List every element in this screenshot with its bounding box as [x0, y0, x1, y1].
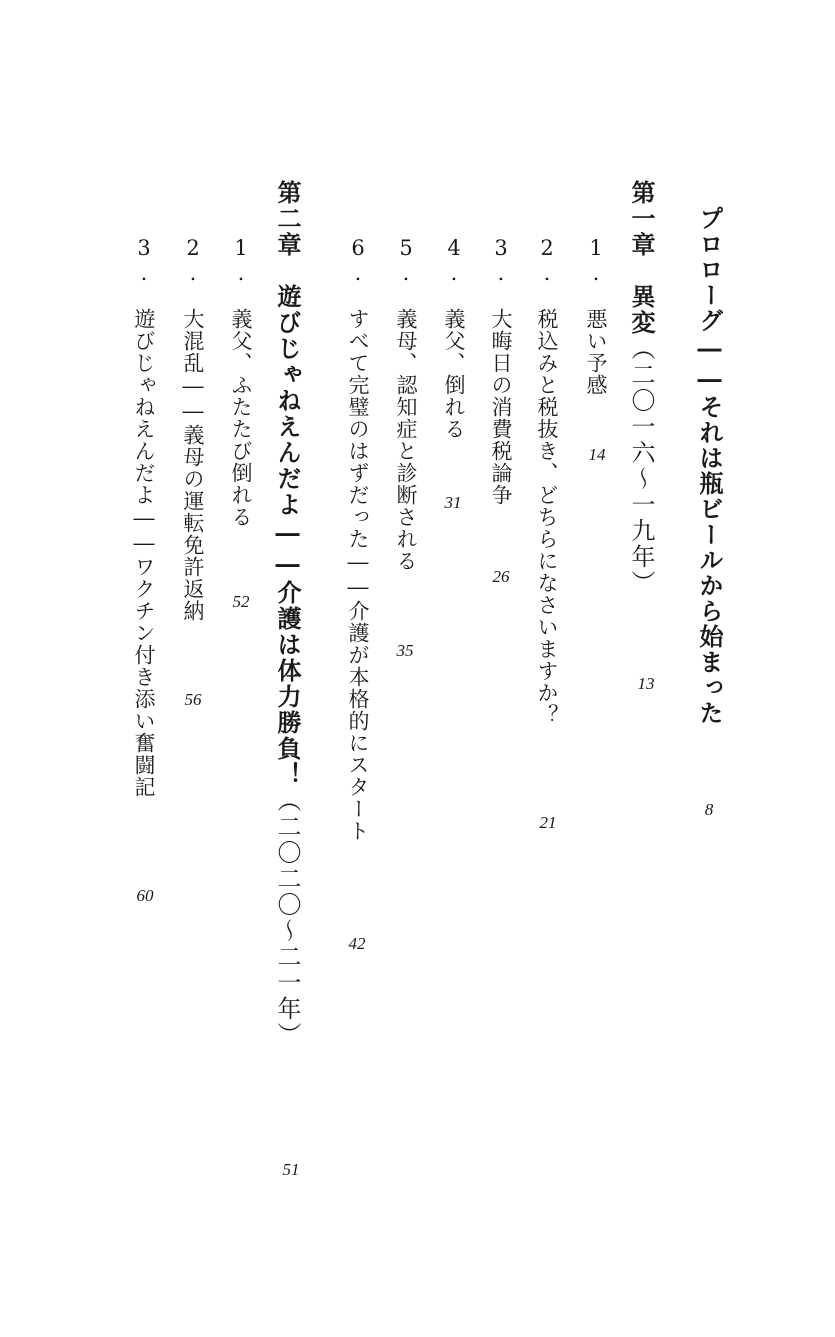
chapter2-item-3 [133, 236, 154, 798]
chapter1-item-2-title: 税込みと税抜き、どちらになさいますか？ [535, 308, 559, 726]
chapter2-heading [273, 180, 302, 1048]
chapter1-item-5-page: 35 [396, 641, 414, 660]
chapter2-page-number: 51 [282, 1160, 300, 1179]
prologue-title: プロローグ――それは瓶ビールから始まった [695, 206, 724, 726]
chapter2-item-3-title: 遊びじゃねえんだよ――ワクチン付き添い奮闘記 [132, 308, 156, 798]
chapter2-item-2-num: 2. [181, 236, 205, 286]
chapter1-item-3-num: 3. [489, 236, 513, 286]
chapter1-item-2 [536, 236, 557, 726]
chapter1-item-5-num: 5. [394, 236, 418, 286]
chapter1-heading [627, 180, 656, 596]
chapter1-item-1-num: 1. [584, 236, 608, 286]
chapter2-item-1-num: 1. [229, 236, 253, 286]
chapter1-item-4-page: 31 [444, 493, 462, 512]
chapter1-page-number: 13 [637, 674, 655, 693]
chapter1-item-3-title: 大晦日の消費税論争 [489, 308, 513, 506]
chapter1-item-6 [347, 236, 368, 842]
chapter1-title: 異変 [627, 284, 656, 336]
chapter1-label: 第一章 [627, 180, 656, 258]
chapter1-item-1 [585, 236, 606, 396]
chapter2-period: （二〇二〇～二一年） [273, 788, 301, 1048]
chapter1-item-5-title: 義母、認知症と診断される [394, 308, 418, 572]
chapter1-item-1-page: 14 [588, 445, 606, 464]
chapter2-item-2-title: 大混乱――義母の運転免許返納 [181, 308, 205, 622]
chapter2-item-2-page: 56 [184, 690, 202, 709]
chapter1-item-4-title: 義父、倒れる [442, 308, 466, 440]
chapter1-period: （二〇一六～一九年） [627, 336, 655, 596]
chapter1-item-3 [490, 236, 511, 506]
chapter1-item-5 [395, 236, 416, 572]
chapter2-label: 第二章 [273, 180, 302, 258]
chapter1-item-6-title: すべて完璧のはずだった――介護が本格的にスタート [346, 308, 370, 842]
chapter2-item-3-num: 3. [132, 236, 156, 286]
chapter2-item-2 [182, 236, 203, 622]
chapter1-item-4-num: 4. [442, 236, 466, 286]
chapter1-item-2-num: 2. [535, 236, 559, 286]
chapter1-item-4 [443, 236, 464, 440]
chapter1-item-6-page: 42 [348, 934, 366, 953]
chapter2-item-1-page: 52 [232, 592, 250, 611]
chapter1-item-1-title: 悪い予感 [584, 308, 608, 396]
chapter2-item-1 [230, 236, 251, 528]
chapter1-item-6-num: 6. [346, 236, 370, 286]
chapter1-item-3-page: 26 [492, 567, 510, 586]
chapter1-item-2-page: 21 [539, 813, 557, 832]
chapter2-title: 遊びじゃねえんだよ――介護は体力勝負！ [273, 284, 302, 788]
chapter2-item-1-title: 義父、ふたたび倒れる [229, 308, 253, 528]
chapter2-item-3-page: 60 [136, 886, 154, 905]
prologue-page-number: 8 [704, 800, 714, 819]
